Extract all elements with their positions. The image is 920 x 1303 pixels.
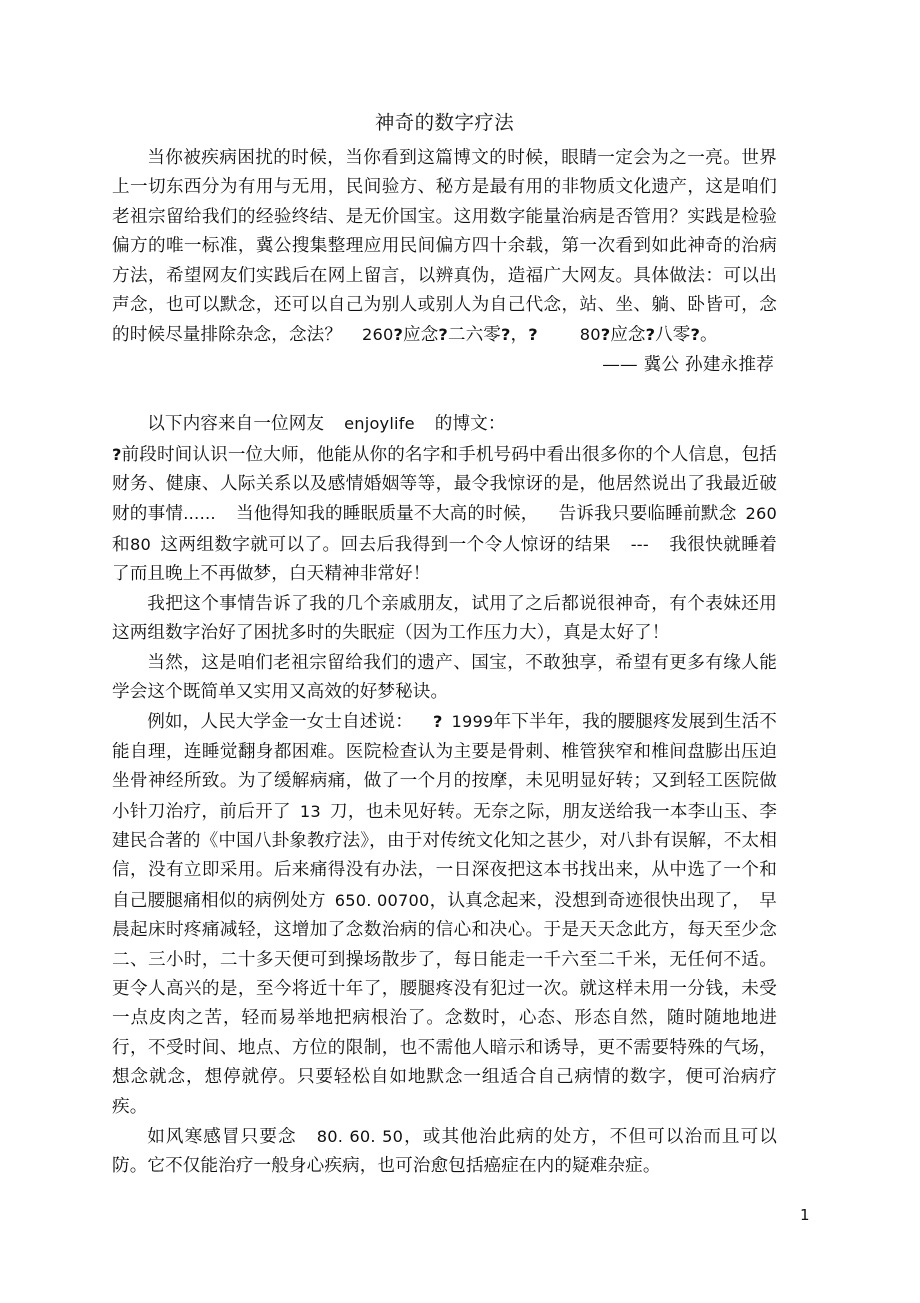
case-part-d: ，认真念起来，没想到奇迹很快出现了， [429,890,751,911]
intro-text-main: 当你被疾病困扰的时候，当你看到这篇博文的时候，眼睛一定会为之一亮。世界上一切东西分为有用与无用，民间验方、秘方是最有用的非物质文化遗产，这是咱们老祖宗留给我们的经验终结、是无价国宝。这用数字能量治病是否管用？实践是检验偏方的唯一标准，冀公搜集整理应用民间偏方四十余载，第一次看到如此神奇的治病方法，希望网友们实践后在网上留言，以辨真伪，造福广大网友。具体做法：可以出声念，也可以默念，还可以自己为别人或别人为自己代念，站、坐、躺、卧皆可，念的时候尽量排除杂念，念法？ [112,148,777,346]
chant-label-1: 应念 [403,325,439,346]
question-mark-glyph: ? [393,325,404,345]
chant-label-2: 应念 [610,325,646,346]
number-260-chant: 260 [362,325,394,345]
paragraph-blog-2: 我把这个事情告诉了我的几个亲戚朋友，试用了之后都说很神奇，有个表妹还用这两组数字治好了困扰多时的失眠症（因为工作压力大），真是太好了！ [112,593,777,644]
case-part-a: 例如，人民大学金一女士自述说： [147,712,413,733]
blog1-part-f: 我很快就睡着了而且晚上不再做梦，白天精神非常好！ [112,534,777,585]
source-prefix: 以下内容来自一位网友 [147,414,325,435]
number-260-reference: 260 [745,504,778,524]
paragraph-blog-1 [112,440,777,590]
final-part-a: 如风寒感冒只要念 [147,1127,297,1147]
paragraph-final-remedy [112,1122,777,1182]
source-attribution-line [112,409,777,439]
chant-reading-80: 八零 [655,325,691,346]
year-value: 1999 [451,712,494,732]
question-mark-glyph: ? [112,444,122,464]
paragraph-intro [112,144,777,351]
document-body [112,108,777,1182]
blog1-part-c: 告诉我只要临睡前默念 [558,504,737,525]
paragraph-blog-3: 当然，这是咱们老祖宗留给我们的遗产、国宝，不敢独享，希望有更多有缘人能学会这个既简单又实用又高效的好梦秘诀。 [112,652,777,702]
page-number: 1 [800,1206,810,1224]
chant-reading-260: 二六零 [447,325,502,346]
question-mark-glyph: ? [690,325,700,345]
question-mark-glyph: ? [528,325,538,345]
knife-count-value: 13 [299,801,321,821]
blog1-part-e: 这两组数字就可以了。回去后我得到一个令人惊讶的结果 [160,534,611,555]
question-mark-glyph: ? [645,325,656,345]
attribution-signature: —— 冀公 孙建永推荐 [602,354,774,375]
prescription-number: 650. 00700 [334,890,430,910]
dash-separator: --- [630,534,649,554]
section-spacer [112,380,777,409]
question-mark-glyph: ? [438,325,448,345]
final-part-b: ，或其他治此病的处方，不但可以治而且可以防。它不仅能治疗一般身心疾病，也可治愈包括癌症在内的疑难杂症。 [112,1127,777,1177]
blog1-part-d: 和 [112,534,131,555]
blog1-part-a: 前段时间认识一位大师，他能从你的名字和手机号码中看出很多你的个人信息，包括财务、健康、人际关系以及感情婚姻等等，最令我惊讶的是，他居然说出了我最近破财的事情 [112,444,777,525]
number-80-chant: 80 [579,325,601,345]
cold-remedy-numbers: 80. 60. 50 [316,1127,404,1146]
ellipsis-marker: …… [183,504,216,524]
case-part-b: 年下半年，我的腰腿疼发展到生活不能自理，连睡觉翻身都困难。医院检查认为主要是骨刺、椎管狭窄和椎间盘膨出压迫坐骨神经所致。为了缓解病痛，做了一个月的按摩，未见明显好转；又到轻工医院做小针刀治疗，前后开了 [112,712,777,822]
comma-separator: ， [510,325,529,346]
case-part-c: 刀，也未见好转。无奈之际，朋友送给我一本李山玉、李建民合著的《中国八卦象教疗法》，由于对传统文化知之甚少，对八卦有误解，不太相信，没有立即采用。后来痛得没有办法，一日深夜把这本书找出来，从中选了一个和自己腰腿痛相似的病例处方 [112,801,777,911]
number-80-reference: 80 [130,534,152,554]
page-title: 神奇的数字疗法 [374,111,515,134]
source-suffix: 的博文： [434,414,506,435]
question-mark-glyph: ? [501,325,511,345]
case-part-e: 早晨起床时疼痛减轻，这增加了念数治病的信心和决心。于是天天念此方，每天至少念二、三小时，二十多天便可到操场散步了，每日能走一千六至二千米，无任何不适。更令人高兴的是，至今将近十年了，腰腿疼没有犯过一次。就这样未用一分钱，未受一点皮肉之苦，轻而易举地把病根治了。念数时，心态、形态自然，随时随地地进行，不受时间、地点、方位的限制，也不需他人暗示和诱导，更不需要特殊的气场，想念就念，想停就停。只要轻松自如地默念一组适合自己病情的数字，便可治病疗疾。 [112,890,777,1117]
question-mark-glyph: ? [432,712,443,732]
full-stop: 。 [700,325,718,346]
question-mark-glyph: ? [600,325,611,345]
blog1-part-b: 当他得知我的睡眠质量不大高的时候， [235,504,539,525]
blog-author-name: enjoylife [344,414,415,434]
paragraph-case-study [112,707,777,1122]
